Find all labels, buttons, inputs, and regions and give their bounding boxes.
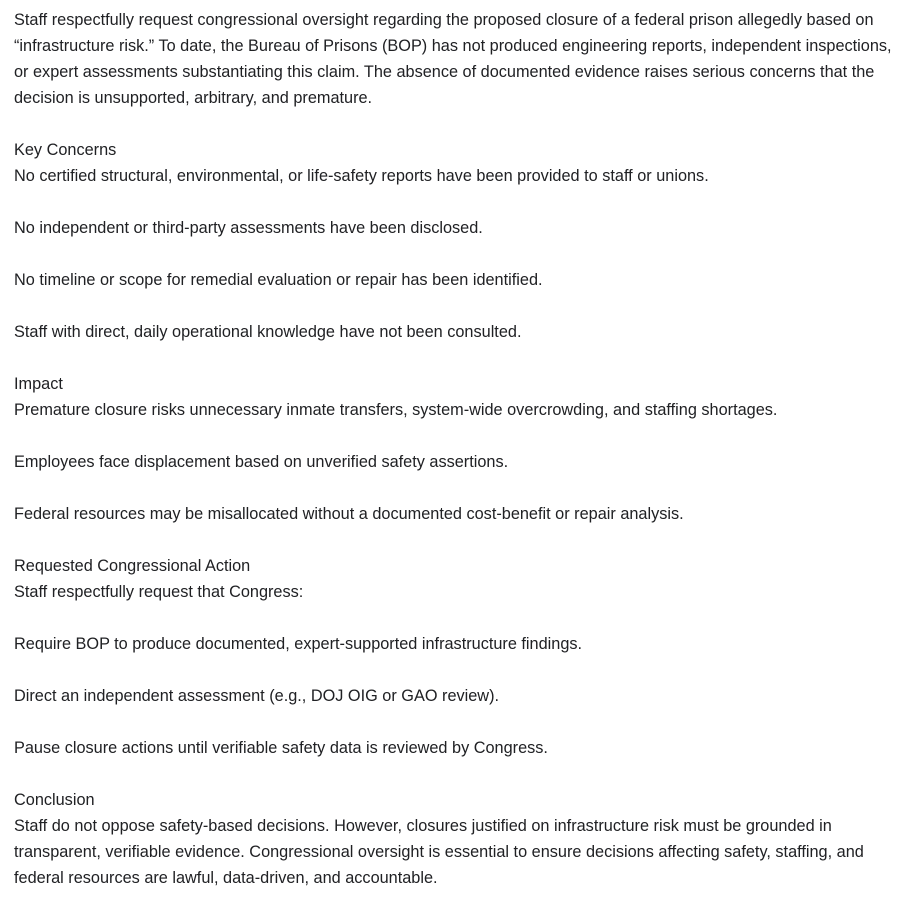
spacer <box>14 527 892 553</box>
key-concern-item: No independent or third-party assessments have been disclosed. <box>14 219 483 237</box>
requested-action-item: Pause closure actions until verifiable safety data is reviewed by Congress. <box>14 739 548 757</box>
spacer <box>14 189 892 215</box>
impact-item: Employees face displacement based on unverified safety assertions. <box>14 453 509 471</box>
spacer <box>14 709 892 735</box>
spacer <box>14 657 892 683</box>
spacer <box>14 475 892 501</box>
intro-paragraph: Staff respectfully request congressional oversight regarding the proposed closure of a federal prison allegedly based on “infrastructure risk.” To date, the Bureau of Prisons (BOP) has not produced engineering reports, independent inspections, or expert assessments substantiating this claim. The absence of documented evidence raises serious concerns that the decision is unsupported, arbitrary, and premature. <box>14 11 892 107</box>
requested-action-lead: Staff respectfully request that Congress: <box>14 583 304 601</box>
requested-action-item: Require BOP to produce documented, expert-supported infrastructure findings. <box>14 635 583 653</box>
impact-heading: Impact <box>14 375 63 393</box>
requested-action-item: Direct an independent assessment (e.g., DOJ OIG or GAO review). <box>14 687 500 705</box>
impact-item: Federal resources may be misallocated without a documented cost-benefit or repair analysis. <box>14 505 684 523</box>
spacer <box>14 293 892 319</box>
spacer <box>14 241 892 267</box>
impact-item: Premature closure risks unnecessary inmate transfers, system-wide overcrowding, and staffing shortages. <box>14 401 778 419</box>
conclusion-paragraph: Staff do not oppose safety-based decisions. However, closures justified on infrastructure risk must be grounded in transparent, verifiable evidence. Congressional oversight is essential to ensure decisions affecting safety, staffing, and federal resources are lawful, data-driven, and accountable. <box>14 817 864 887</box>
conclusion-heading: Conclusion <box>14 791 95 809</box>
spacer <box>14 605 892 631</box>
spacer <box>14 423 892 449</box>
spacer <box>14 761 892 787</box>
requested-action-heading: Requested Congressional Action <box>14 557 251 575</box>
key-concern-item: Staff with direct, daily operational knowledge have not been consulted. <box>14 323 522 341</box>
spacer <box>14 111 892 137</box>
key-concern-item: No certified structural, environmental, or life-safety reports have been provided to staff or unions. <box>14 167 709 185</box>
key-concerns-heading: Key Concerns <box>14 141 117 159</box>
key-concern-item: No timeline or scope for remedial evaluation or repair has been identified. <box>14 271 543 289</box>
spacer <box>14 345 892 371</box>
